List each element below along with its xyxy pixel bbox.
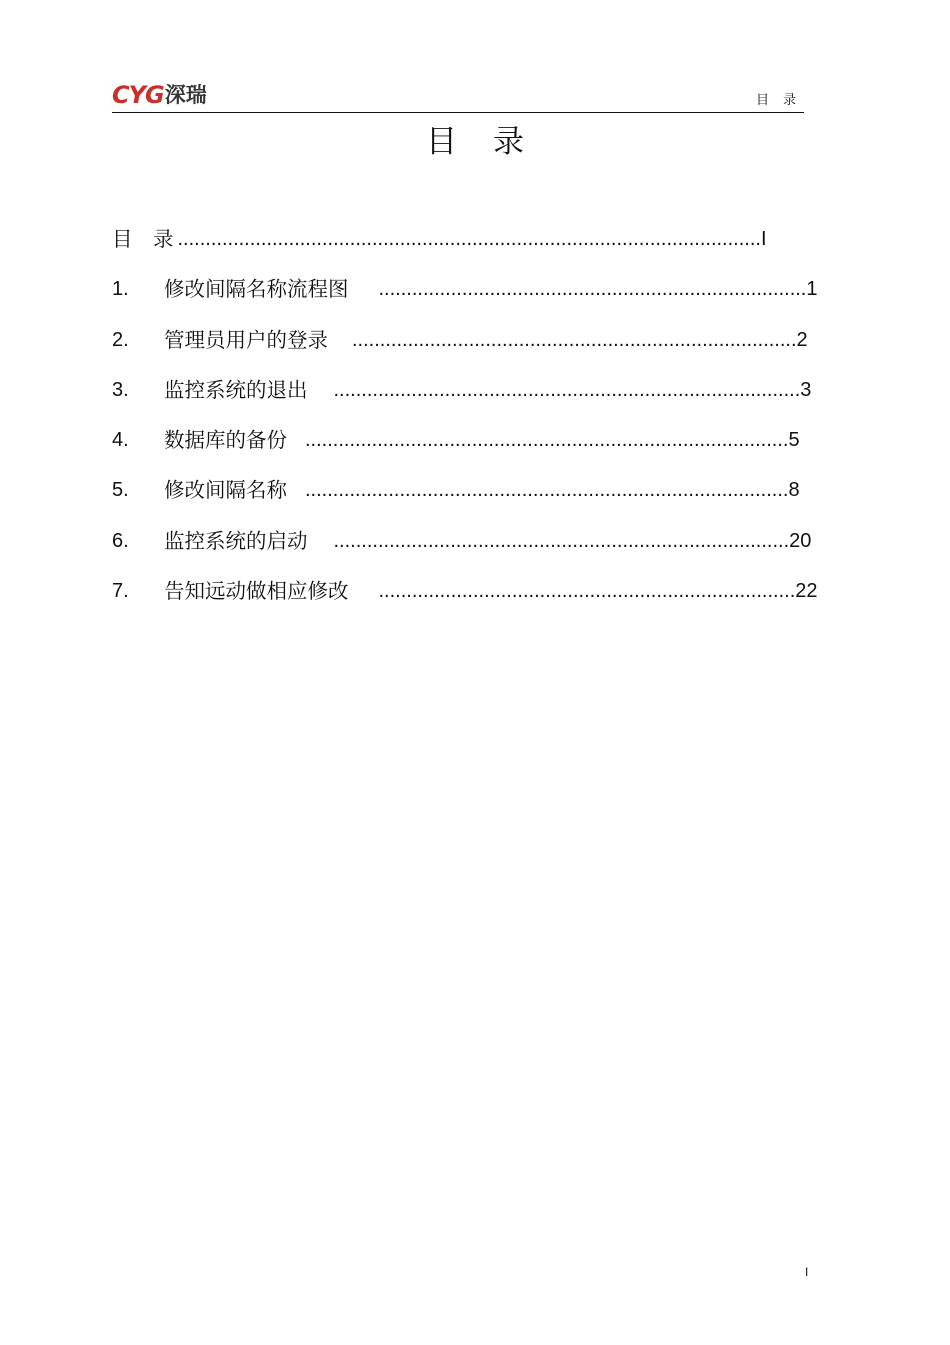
toc-entry-text: 管理员用户的登录	[164, 327, 328, 352]
logo-cjk-text: 深瑞	[164, 83, 207, 107]
toc-page-number: 3	[800, 378, 812, 401]
toc-entry-number: 6.	[112, 529, 129, 552]
page-number-footer: I	[805, 1265, 809, 1279]
toc-entry-text: 监控系统的退出	[164, 377, 308, 402]
toc-entry[interactable]	[112, 375, 818, 425]
toc-entry-number: 7.	[112, 580, 129, 603]
toc-entry-text: 修改间隔名称	[164, 478, 287, 503]
toc-page-number: 8	[788, 479, 800, 502]
toc-entry-number: 4.	[112, 429, 129, 452]
logo-latin-text: CYG	[112, 81, 164, 109]
toc-entry[interactable]	[112, 224, 818, 274]
toc-page-number: 5	[788, 429, 800, 452]
toc-entry-text: 告知远动做相应修改	[164, 579, 349, 604]
toc-dot-leader: .........................................................................................................	[177, 228, 761, 250]
toc-entry[interactable]	[112, 576, 818, 626]
toc-page-number: 2	[796, 328, 808, 351]
toc-entry[interactable]	[112, 325, 818, 375]
toc-page-number: 1	[806, 278, 818, 301]
table-of-contents	[112, 224, 818, 626]
toc-entry-number: 5.	[112, 479, 129, 502]
page-title: 目录	[426, 124, 560, 160]
toc-dot-leader: ..................................................................................	[333, 529, 790, 552]
toc-page-number: 20	[789, 529, 812, 552]
toc-entry[interactable]	[112, 526, 818, 576]
company-logo	[112, 82, 207, 108]
page-header	[112, 78, 810, 113]
toc-entry-text: 监控系统的启动	[164, 528, 308, 553]
toc-entry-text: 目 录	[112, 227, 174, 251]
toc-entry-text: 修改间隔名称流程图	[164, 277, 349, 302]
toc-dot-leader: ...........................................................................	[378, 580, 796, 603]
toc-dot-leader: .......................................................................................	[305, 479, 789, 502]
toc-entry[interactable]	[112, 475, 818, 525]
toc-entry[interactable]	[112, 274, 818, 324]
toc-entry-text: 数据库的备份	[164, 428, 287, 453]
toc-page-number: 22	[795, 580, 818, 603]
toc-page-number: I	[760, 228, 767, 250]
toc-dot-leader: ....................................................................................	[333, 378, 801, 401]
toc-dot-leader: .......................................................................................	[305, 429, 789, 452]
toc-entry-number: 1.	[112, 278, 129, 301]
toc-dot-leader: .............................................................................	[378, 278, 807, 301]
toc-entry-number: 3.	[112, 378, 129, 401]
toc-entry-number: 2.	[112, 328, 129, 351]
toc-dot-leader: ................................................................................	[352, 328, 797, 351]
toc-entry[interactable]	[112, 425, 818, 475]
header-section-title: 目录	[755, 93, 810, 108]
